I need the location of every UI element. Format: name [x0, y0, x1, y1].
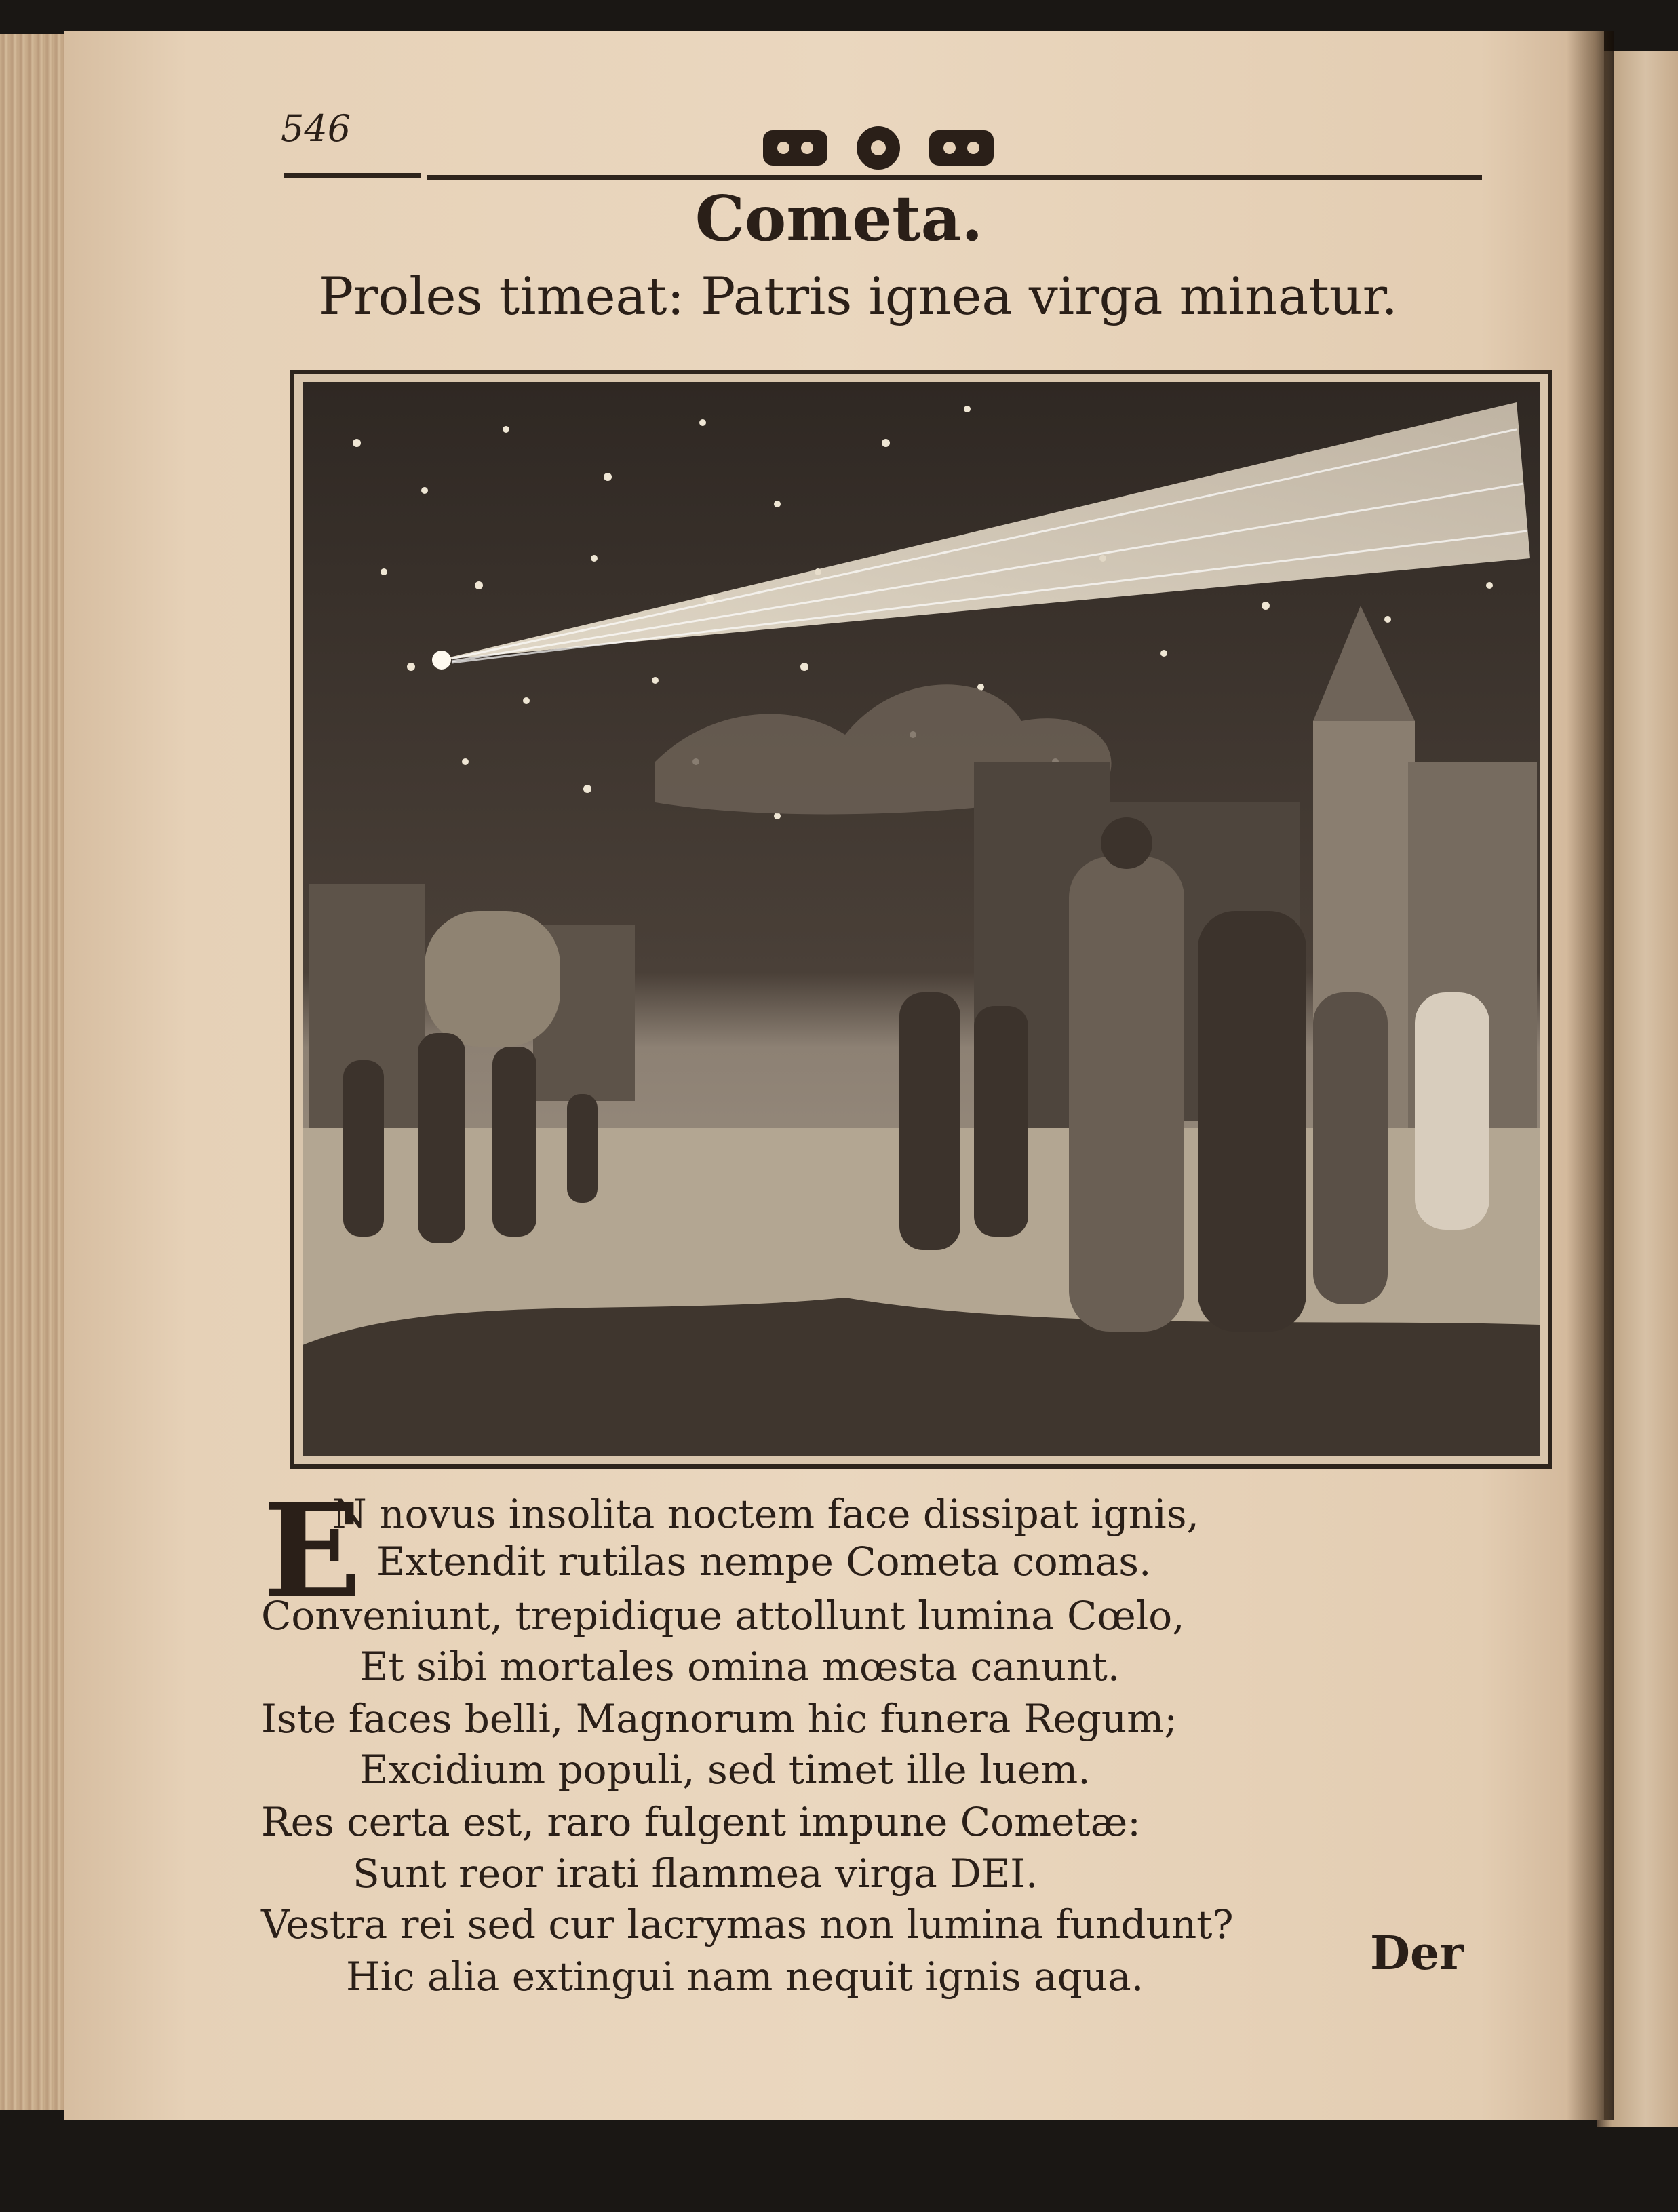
- motto: Proles timeat: Patris ignea virga minatur.: [319, 266, 1398, 326]
- ornament-block-left: [763, 130, 827, 166]
- verse-line-9: Vestra rei sed cur lacrymas non lumina fundunt?: [261, 1901, 1234, 1947]
- comet-head: [432, 651, 451, 670]
- catchword: Der: [1370, 1926, 1464, 1981]
- engraving-frame: [290, 370, 1552, 1469]
- verse-line-6: Excidium populi, sed timet ille luem.: [359, 1747, 1091, 1793]
- header-rule-left: [284, 173, 421, 178]
- page-number: 546: [281, 107, 351, 150]
- book-page-edges: [0, 34, 75, 2110]
- verse-line-10: Hic alia extingui nam nequit ignis aqua.: [346, 1954, 1144, 2000]
- verse-line-7: Res certa est, raro fulgent impune Cometæ:: [261, 1799, 1141, 1845]
- verse-line-8: Sunt reor irati flammea virga DEI.: [353, 1850, 1038, 1897]
- verse-line-2: Extendit rutilas nempe Cometa comas.: [376, 1538, 1152, 1585]
- verse-line-3: Conveniunt, trepidique attollunt lumina Cœlo,: [261, 1593, 1185, 1639]
- page-title: Cometa.: [695, 182, 983, 255]
- ornament-block-right: [929, 130, 994, 166]
- verse-line-1: N novus insolita noctem face dissipat ignis,: [332, 1491, 1199, 1537]
- gutter-shadow: [1567, 31, 1614, 2120]
- pointing-man-head: [1101, 817, 1152, 869]
- header-rule-right: [427, 175, 1482, 180]
- verse-line-5: Iste faces belli, Magnorum hic funera Regum;: [261, 1696, 1177, 1742]
- comet-engraving: [303, 382, 1540, 1456]
- drop-cap: E: [263, 1475, 362, 1627]
- verse-line-4: Et sibi mortales omina mœsta canunt.: [359, 1644, 1120, 1690]
- tree: [425, 911, 560, 1047]
- header-ornament: [763, 123, 994, 172]
